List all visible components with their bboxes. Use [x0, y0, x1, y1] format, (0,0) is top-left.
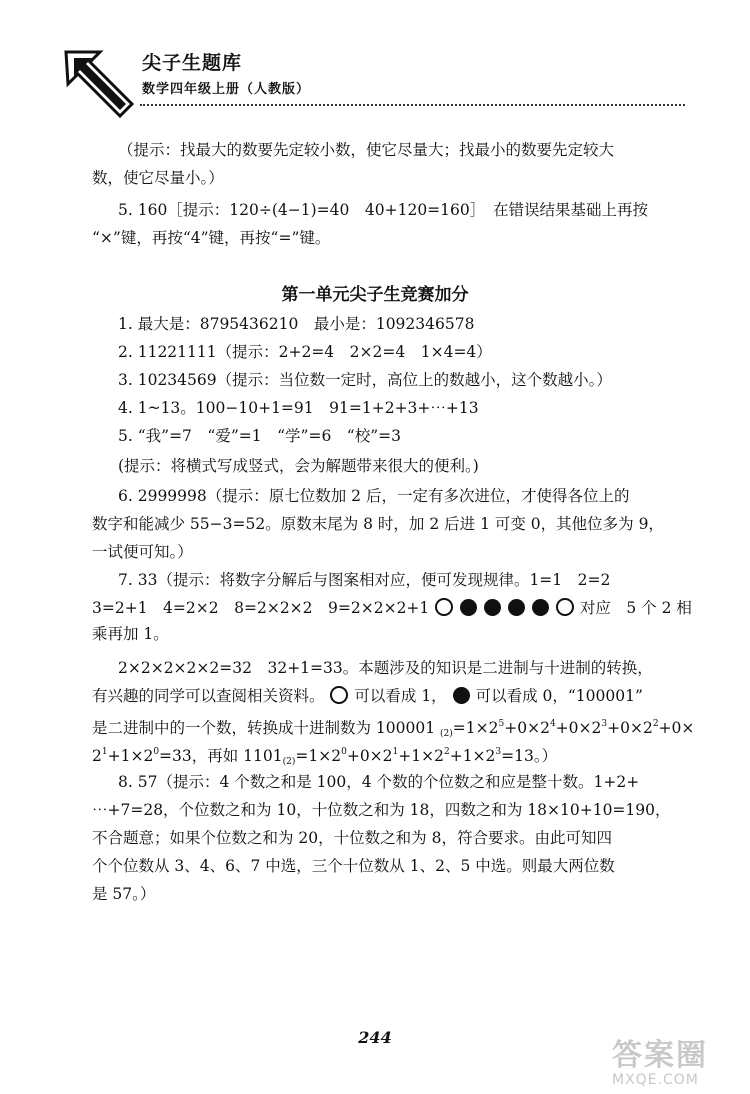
text-segment: 3=2+1 4=2×2 8=2×2×2 9=2×2×2+1: [92, 599, 430, 617]
exponent: 2: [652, 719, 659, 729]
text-segment: +0×2: [607, 719, 653, 737]
text-segment: 是二进制中的一个数，转换成十进制数为 100001: [92, 719, 436, 737]
watermark-logo: 答案圈: [612, 1038, 708, 1073]
answer-line: 数字和能减少 55−3=52。原数末尾为 8 时，加 2 后进 1 可变 0，其他位多为 9，: [92, 515, 664, 533]
filled-circle-icon: [532, 599, 549, 616]
text-segment: +0×2: [504, 719, 550, 737]
answer-line: 是 57。）: [92, 885, 156, 903]
text-line: （提示：找最大的数要先定较小数，使它尽量大；找最小的数要先定较大: [118, 141, 615, 159]
exponent: 0: [153, 747, 160, 757]
text-line: 数，使它尽量小。）: [92, 169, 224, 187]
book-title: 尖子生题库: [142, 52, 243, 74]
answer-line: 7. 33（提示：将数字分解后与图案相对应，便可发现规律。1=1 2=2: [118, 571, 611, 589]
text-segment: =13。）: [501, 747, 558, 765]
answer-line: 4. 1~13。100−10+1=91 91=1+2+3+⋯+13: [118, 399, 479, 417]
answer-line: (提示：将横式写成竖式，会为解题带来很大的便利。): [118, 457, 479, 475]
answer-line: 8. 57（提示：4 个数之和是 100，4 个数的个位数之和应是整十数。1+2+: [118, 773, 640, 791]
hollow-circle-icon: [556, 598, 574, 616]
base-subscript: (2): [440, 729, 453, 739]
exponent: 0: [341, 747, 347, 757]
answer-line-formula: [92, 714, 694, 744]
answer-line: 乘再加 1。: [92, 625, 169, 643]
answer-line: 一试便可知。）: [92, 543, 193, 561]
filled-circle-icon: [484, 599, 501, 616]
text-segment: 对应 5 个 2 相: [579, 599, 692, 617]
header-divider: [140, 104, 685, 106]
text-segment: +1×2: [449, 747, 496, 765]
answer-line: 个个位数从 3、4、6、7 中选，三个十位数从 1、2、5 中选。则最大两位数: [92, 857, 615, 875]
answer-line-formula: [92, 742, 557, 772]
text-segment: 有兴趣的同学可以查阅相关资料。: [92, 687, 325, 705]
section-title: 第一单元尖子生竞赛加分: [281, 285, 469, 305]
hollow-circle-icon: [330, 686, 348, 704]
answer-line-with-dots: [92, 686, 643, 706]
filled-circle-icon: [453, 687, 470, 704]
answer-line: 3. 10234569（提示：当位数一定时，高位上的数越小，这个数越小。）: [118, 371, 612, 389]
exponent: 4: [549, 719, 556, 729]
answer-line: 6. 2999998（提示：原七位数加 2 后，一定有多次进位，才使得各位上的: [118, 487, 630, 505]
answer-line: 不合题意；如果个位数之和为 20，十位数之和为 8，符合要求。由此可知四: [92, 829, 612, 847]
base-subscript: (2): [282, 757, 296, 767]
page-number: 244: [358, 1028, 392, 1047]
exponent: 1: [101, 747, 108, 757]
answer-line: 2. 11221111（提示：2+2=4 2×2=4 1×4=4）: [118, 343, 492, 361]
exponent: 5: [498, 719, 505, 729]
exponent: 3: [495, 747, 502, 757]
text-segment: 可以看成 0，“100001”: [475, 687, 643, 705]
text-segment: +0×2: [346, 747, 393, 765]
text-segment: =1×2: [295, 747, 342, 765]
exponent: 2: [443, 747, 450, 757]
text-segment: =1×2: [452, 719, 499, 737]
watermark: [612, 1030, 742, 1090]
answer-line: 5. “我”=7 “爱”=1 “学”=6 “校”=3: [118, 427, 402, 445]
answer-line: ⋯+7=28，个位数之和为 10，十位数之和为 18，四数之和为 18×10+10=190，: [92, 801, 671, 819]
text-segment: 可以看成 1，: [354, 687, 447, 705]
book-subtitle: 数学四年级上册（人教版）: [142, 82, 311, 97]
text-line: 5. 160［提示：120÷(4−1)=40 40+120=160］ 在错误结果基础上再按: [118, 201, 649, 219]
text-segment: +0×: [658, 719, 695, 737]
exponent: 3: [601, 719, 608, 729]
filled-circle-icon: [460, 599, 477, 616]
arrow-logo-icon: [62, 46, 146, 118]
answer-line: 1. 最大是：8795436210 最小是：1092346578: [118, 315, 475, 333]
text-segment: +1×2: [107, 747, 154, 765]
filled-circle-icon: [508, 599, 525, 616]
exponent: 1: [392, 747, 399, 757]
watermark-url: MXQE.COM: [612, 1072, 699, 1088]
text-segment: 2: [92, 747, 102, 765]
page-header: [62, 40, 692, 120]
text-segment: +1×2: [398, 747, 444, 765]
answer-line-with-dots: [92, 598, 692, 618]
text-line: “×”键，再按“4”键，再按“=”键。: [92, 229, 331, 247]
answer-line: 2×2×2×2×2=32 32+1=33。本题涉及的知识是二进制与十进制的转换，: [118, 659, 653, 677]
text-segment: +0×2: [555, 719, 602, 737]
text-segment: =33，再如 1101: [159, 747, 283, 765]
hollow-circle-icon: [435, 598, 453, 616]
